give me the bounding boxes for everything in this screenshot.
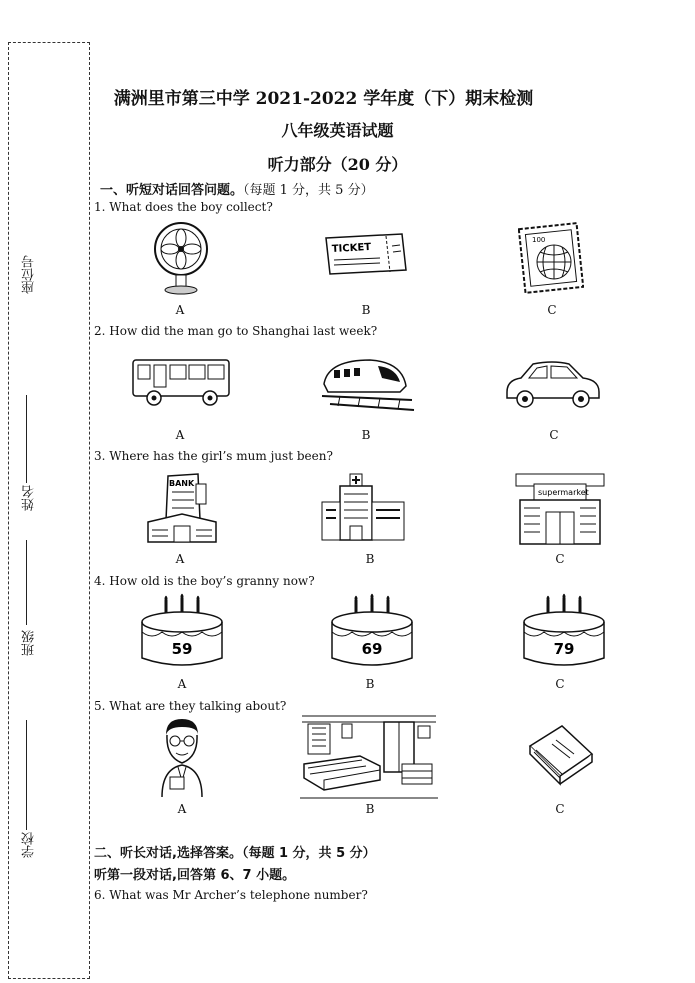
- section-2-note: （每题 1 分，共 5 分）: [241, 846, 376, 861]
- q2-option-b: B: [361, 428, 371, 442]
- name-line: [26, 395, 27, 483]
- question-2: 2. How did the man go to Shanghai last week?: [94, 324, 378, 338]
- question-1: 1. What does the boy collect?: [94, 200, 273, 214]
- section-2-title: 二、听长对话,选择答案。: [94, 846, 242, 861]
- q1-option-c: C: [547, 303, 557, 317]
- question-6: 6. What was Mr Archer’s telephone number?: [94, 888, 368, 902]
- cake-79-picture: [518, 592, 610, 672]
- bank-text: BANK: [169, 479, 195, 488]
- bedroom-picture: [300, 714, 438, 800]
- class-line: [26, 540, 27, 625]
- supermarket-text: supermarket: [538, 488, 589, 497]
- q4-option-a: A: [177, 677, 187, 691]
- bank-picture: [144, 470, 220, 546]
- hospital-picture: [320, 472, 408, 544]
- age-79-text: 79: [553, 640, 575, 658]
- name-label: 姓名: [22, 485, 37, 511]
- fan-picture: [152, 220, 210, 296]
- school-label: 学校: [22, 832, 37, 858]
- ticket-text: TICKET: [331, 241, 372, 255]
- age-69-text: 69: [361, 640, 383, 658]
- stamp-picture: [518, 222, 584, 294]
- listening-part-title: 听力部分（20 分）: [267, 155, 408, 174]
- question-3: 3. Where has the girl’s mum just been?: [94, 449, 333, 463]
- q5-option-a: A: [177, 802, 187, 816]
- q2-option-c: C: [549, 428, 559, 442]
- train-picture: [320, 352, 416, 414]
- question-4: 4. How old is the boy’s granny now?: [94, 574, 315, 588]
- seat-number-label: 座位号: [22, 255, 37, 294]
- exam-title: 满洲里市第三中学 2021-2022 学年度（下）期末检测: [113, 89, 534, 109]
- q1-option-b: B: [361, 303, 371, 317]
- svg-text:100: 100: [532, 236, 546, 244]
- section-2-heading: [94, 842, 376, 861]
- exam-subtitle: 八年级英语试题: [281, 121, 394, 140]
- q3-option-b: B: [365, 552, 375, 566]
- class-label: 班级: [22, 630, 37, 656]
- cake-59-picture: [136, 592, 228, 672]
- cake-69-picture: [326, 592, 418, 672]
- q1-option-a: A: [175, 303, 185, 317]
- section-1-title: 一、听短对话回答问题。: [100, 183, 244, 198]
- section-2-instruction: 听第一段对话,回答第 6、7 小题。: [94, 868, 296, 883]
- q2-option-a: A: [175, 428, 185, 442]
- bus-picture: [130, 356, 232, 408]
- car-picture: [503, 358, 603, 410]
- q5-option-c: C: [555, 802, 565, 816]
- supermarket-picture: [512, 472, 608, 548]
- section-1-heading: [100, 179, 374, 198]
- age-59-text: 59: [171, 640, 193, 658]
- book-picture: [526, 724, 596, 786]
- q5-option-b: B: [365, 802, 375, 816]
- q4-option-b: B: [365, 677, 375, 691]
- ticket-picture: [322, 232, 408, 276]
- school-line: [26, 720, 27, 830]
- q3-option-c: C: [555, 552, 565, 566]
- section-1-note: （每题 1 分，共 5 分）: [243, 183, 374, 198]
- man-picture: [158, 717, 204, 797]
- question-5: 5. What are they talking about?: [94, 699, 287, 713]
- q3-option-a: A: [175, 552, 185, 566]
- q4-option-c: C: [555, 677, 565, 691]
